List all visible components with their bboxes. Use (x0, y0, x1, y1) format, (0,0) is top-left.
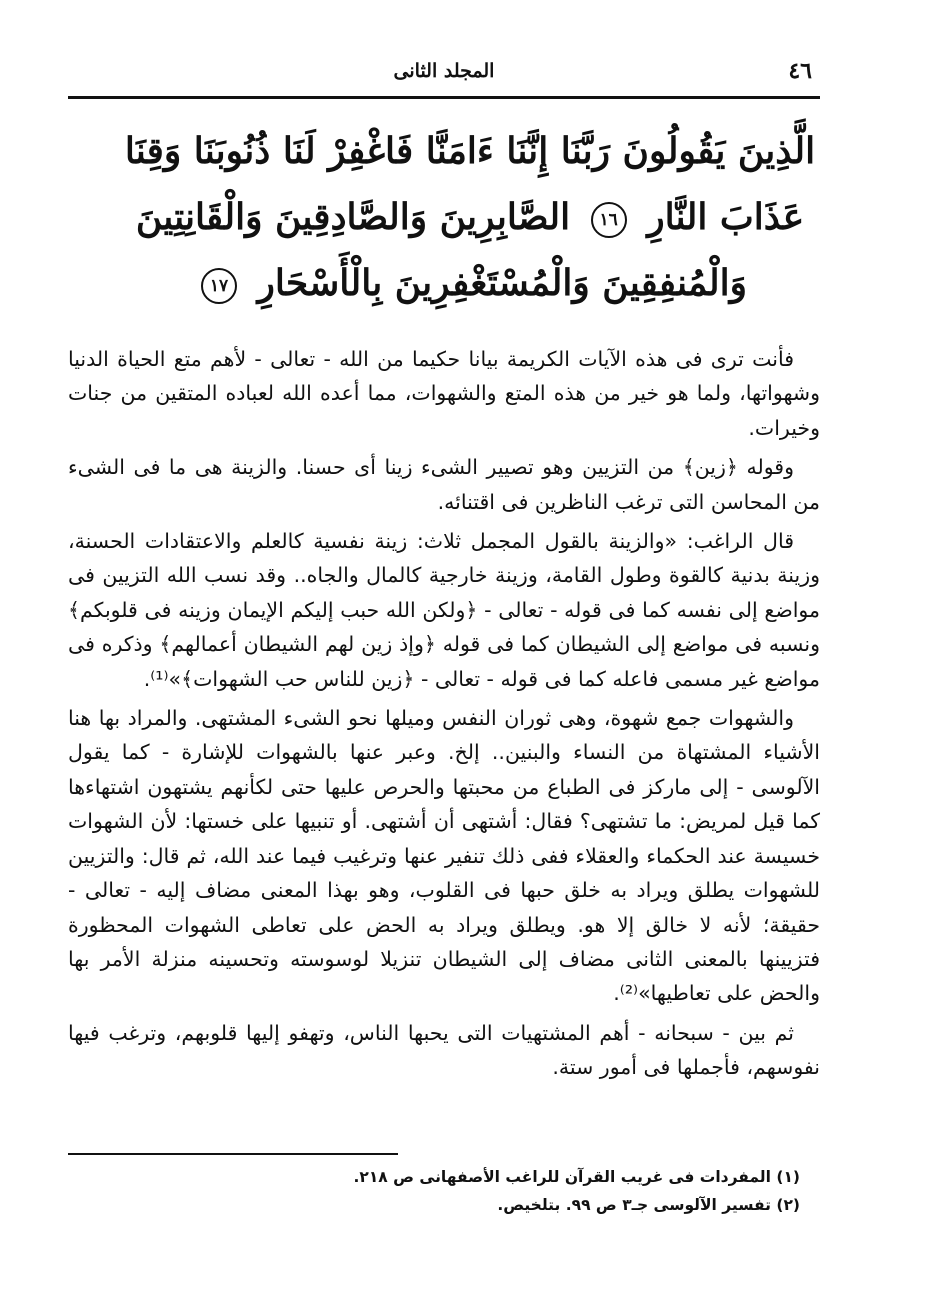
commentary-body (68, 342, 820, 1090)
paragraph: وقوله ﴿زين﴾ من التزيين وهو تصيير الشىء زينا أى حسنا. والزينة هى ما فى الشىء من المحاسن التى ترغب الناظرين فى اقتنائه. (68, 455, 820, 514)
verse-text: الصَّابِرِينَ وَالصَّادِقِينَ وَالْقَانِتِينَ (135, 196, 571, 238)
footnotes (300, 1163, 800, 1219)
paragraph: والشهوات جمع شهوة، وهى ثوران النفس وميلها نحو الشىء المشتهى. والمراد بها هنا الأشياء المشتهاة من النساء والبنين.. إلخ. وعبر عنها بالشهوات للإشارة - كما يقول الآلوسى - إلى ماركز فى الطباع من محبتها والحرص عليها حتى لكأنهم يشتهون اشتهاءها كما قيل لمريض: ما تشتهى؟ فقال: أشتهى أن أشتهى. أو تنبيها على خستها: لأن الشهوات خسيسة عند الحكماء والعقلاء ففى ذلك تنفير عنها وترغيب فيما عند الله، ثم قال: والتزيين للشهوات يطلق ويراد به خلق حبها فى القلوب، وهو بهذا المعنى مضاف إليه - تعالى - حقيقة؛ لأنه لا خالق إلا هو. ويطلق ويراد به الحض على تعاطى الشهوات المحظورة فتزيينها بالمعنى الثانى مضاف إلى الشيطان تنزيلا لوسوسته وتحسينه منزلة الأمر بها والحض على تعاطيها»⁽²⁾. (68, 706, 820, 1006)
footnote-2: (٢) تفسير الآلوسى جـ٣ ص ٩٩. بتلخيص. (497, 1196, 800, 1214)
quran-verses (120, 118, 820, 316)
footnote-rule (68, 1153, 398, 1155)
verse-text: الَّذِينَ يَقُولُونَ رَبَّنَا إِنَّنَا ءَامَنَّا فَاغْفِرْ لَنَا ذُنُوبَنَا وَقِنَا (124, 130, 816, 172)
verse-text: عَذَابَ النَّارِ (647, 196, 805, 238)
verse-number-marker: ١٦ (591, 202, 627, 238)
page-header (68, 58, 820, 92)
verse-line-2 (120, 184, 820, 250)
verse-number-marker: ١٧ (201, 268, 237, 304)
running-title: المجلد الثانى (393, 60, 495, 82)
page-number: ٤٦ (788, 58, 812, 84)
header-rule (68, 96, 820, 99)
verse-text: وَالْمُنفِقِينَ وَالْمُسْتَغْفِرِينَ بِالْأَسْحَارِ (257, 262, 748, 304)
paragraph: قال الراغب: «والزينة بالقول المجمل ثلاث: زينة نفسية كالعلم والاعتقادات الحسنة، وزينة بدنية كالقوة وطول القامة، وزينة خارجية كالمال والجاه.. وقد نسب الله التزيين فى مواضع إلى نفسه كما فى قوله - تعالى - ﴿ولكن الله حبب إليكم الإيمان وزينه فى قلوبكم﴾ ونسبه فى مواضع إلى الشيطان كما فى قوله ﴿وإذ زين لهم الشيطان أعمالهم﴾ وذكره فى مواضع غير مسمى فاعله كما فى قوله - تعالى - ﴿زين للناس حب الشهوات﴾»⁽¹⁾. (68, 529, 820, 691)
paragraph: فأنت ترى فى هذه الآيات الكريمة بيانا حكيما من الله - تعالى - لأهم متع الحياة الدنيا وشهواتها، ولما هو خير من هذه المتع والشهوات، مما أعده الله لعباده المتقين من جنات وخيرات. (68, 347, 820, 440)
paragraph: ثم بين - سبحانه - أهم المشتهيات التى يحبها الناس، وتهفو إليها قلوبهم، وترغب فيها نفوسهم، فأجملها فى أمور ستة. (68, 1020, 820, 1080)
footnote-1: (١) المفردات فى غريب القرآن للراغب الأصفهانى ص ٢١٨. (353, 1168, 800, 1186)
verse-line-3 (120, 250, 820, 316)
verse-line-1 (120, 118, 820, 184)
